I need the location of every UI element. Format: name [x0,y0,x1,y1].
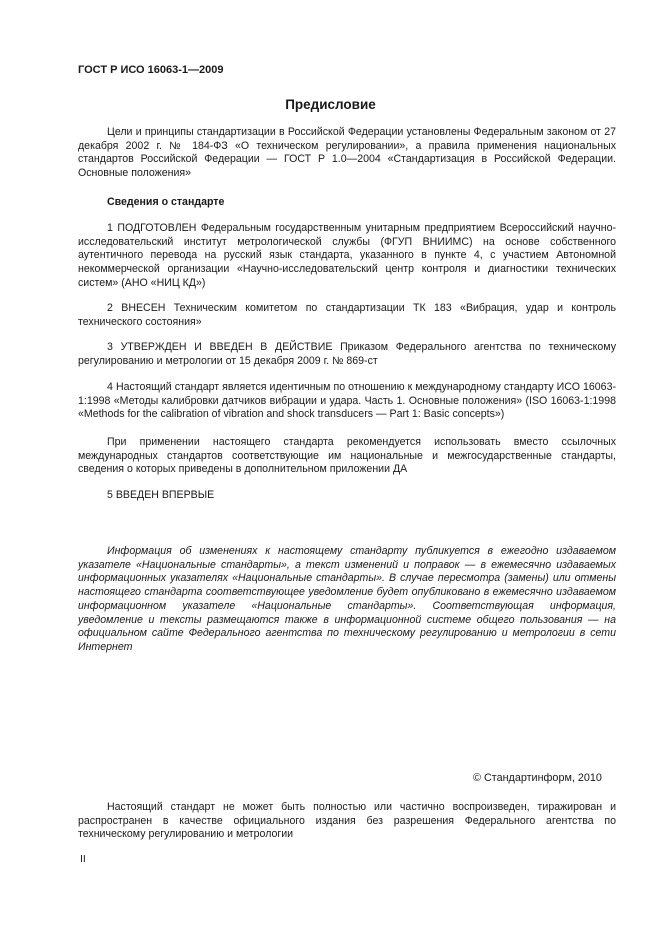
item-prepared: 1 ПОДГОТОВЛЕН Федеральным государственным унитарным предприятием Всероссийский научно-исследовательский институт метрологической службы (ФГУП ВНИИМС) на основе собственного аутентичного перевода на русский язык стандарта, указанного в пункте 4, с участием Автономной некоммерческой организации «Научно-исследовательский центр контроля и диагностики технических систем» (АНО «НИЦ КД») [78,222,616,289]
page-title: Предисловие [285,97,376,112]
item-identical: 4 Настоящий стандарт является идентичным по отношению к международному стандарту ИСО 16063-1:1998 «Методы калибровки датчиков вибрации и удара. Часть 1. Основные положения» (ISO 16063-1:1998 «Methods for the calibration of vibration and shock transducers — Part 1: Basic concepts») [78,381,616,421]
item-submitted: 2 ВНЕСЕН Техническим комитетом по стандартизации ТК 183 «Вибрация, удар и контроль технического состояния» [78,302,616,328]
changes-notice: Информация об изменениях к настоящему стандарту публикуется в ежегодно издаваемом указателе «Национальные стандарты», а текст изменений и поправок — в ежемесячно издаваемых информационных указателях «Национальные стандарты». В случае пересмотра (замены) или отмены настоящего стандарта соответствующее уведомление будет опубликовано в ежемесячно издаваемом информационном указателе «Национальные стандарты». Соответствующая информация, уведомление и тексты размещаются также в информационной системе общего пользования — на официальном сайте Федерального агентства по техническому регулированию и метрологии в сети Интернет [78,545,616,653]
document-code: ГОСТ Р ИСО 16063-1—2009 [78,64,224,76]
item-approved: 3 УТВЕРЖДЕН И ВВЕДЕН В ДЕЙСТВИЕ Приказом Федерального агентства по техническому регулированию и метрологии от 15 декабря 2009 г. № 869-ст [78,341,616,367]
item-references-note: При применении настоящего стандарта рекомендуется использовать вместо ссылочных международных стандартов соответствующие им национальные и межгосударственные стандарты, сведения о которых приведены в дополнительном приложении ДА [78,436,616,476]
reproduction-notice: Настоящий стандарт не может быть полностью или частично воспроизведен, тиражирован и распространен в качестве официального издания без разрешения Федерального агентства по техническому регулированию и метрологии [78,801,616,841]
copyright: © Стандартинформ, 2010 [473,772,602,784]
standard-info-heading: Сведения о стандарте [107,196,225,208]
item-introduced: 5 ВВЕДЕН ВПЕРВЫЕ [107,489,215,501]
page-number: II [80,853,86,865]
intro-paragraph: Цели и принципы стандартизации в Российской Федерации установлены Федеральным законом от 27 декабря 2002 г. № 184-ФЗ «О техническом регулировании», а правила применения национальных стандартов Российской Федерации — ГОСТ Р 1.0—2004 «Стандартизация в Российской Федерации. Основные положения» [78,126,616,180]
